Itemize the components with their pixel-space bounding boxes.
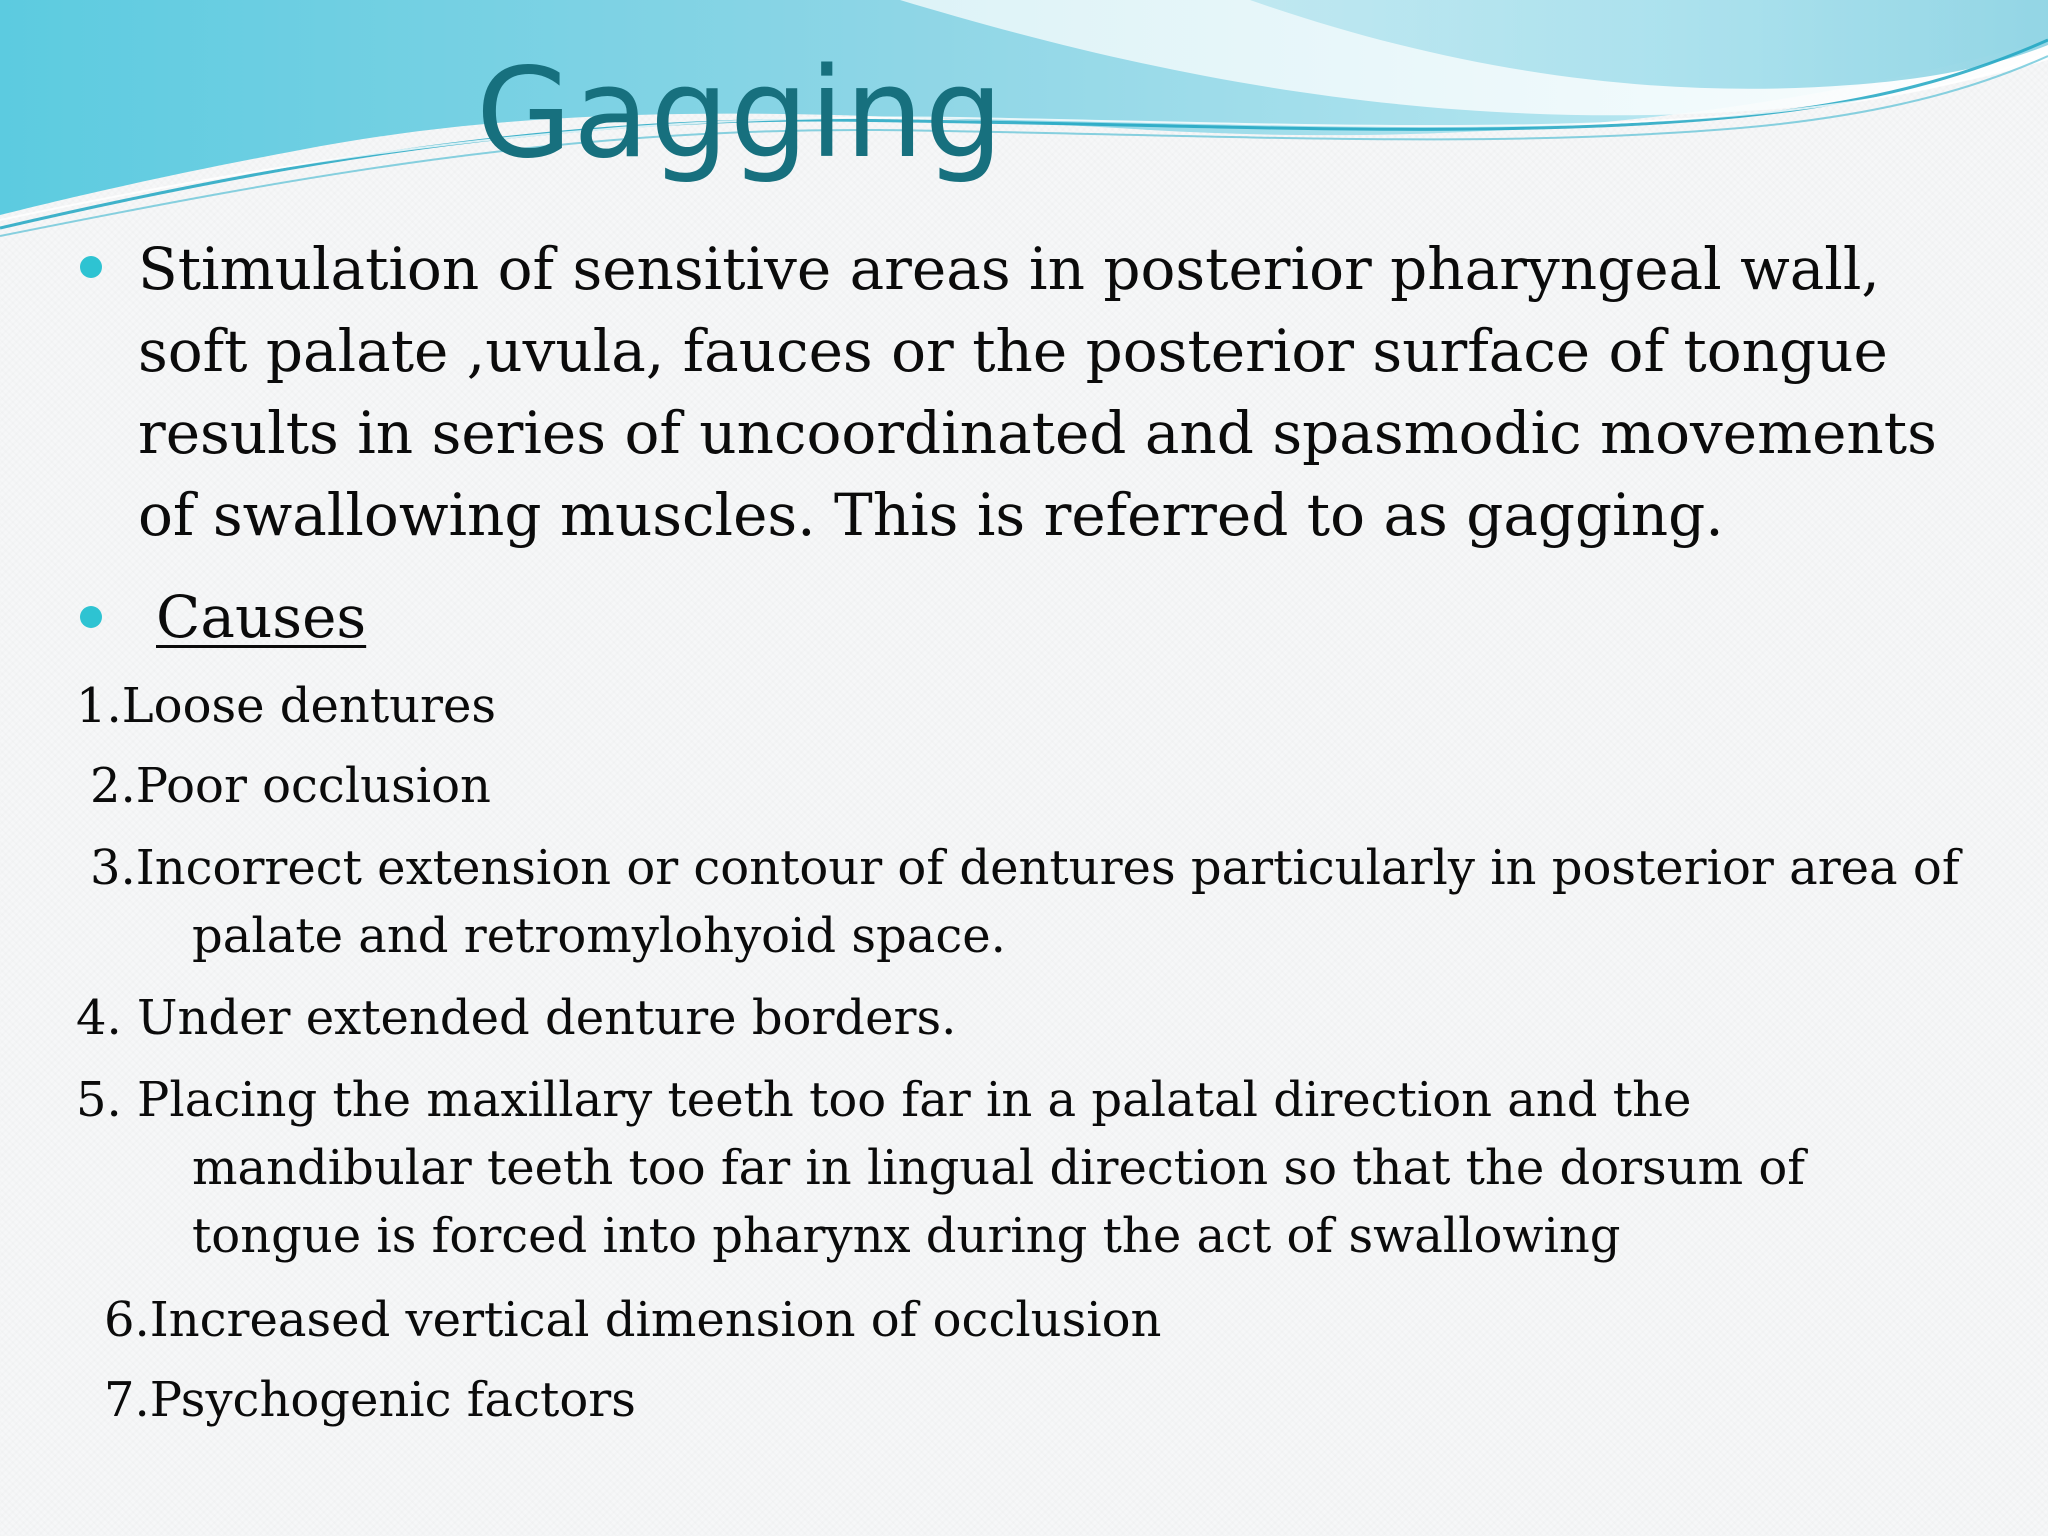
definition-paragraph — [138, 228, 2038, 556]
header-wave-decoration — [0, 0, 2048, 240]
cause-line: 7.Psychogenic factors — [104, 1372, 636, 1428]
cause-item — [90, 834, 1960, 970]
cause-line: palate and retromylohyoid space. — [192, 908, 1006, 964]
bullet-definition — [80, 226, 102, 278]
cause-item — [90, 752, 491, 820]
cause-line: tongue is forced into pharynx during the act of swallowing — [192, 1208, 1621, 1264]
cause-line: 1.Loose dentures — [76, 678, 496, 734]
bullet-dot-icon — [80, 606, 102, 628]
definition-line: soft palate ,uvula, fauces or the posterior surface of tongue — [138, 317, 1888, 385]
cause-line: 3.Incorrect extension or contour of dentures particularly in posterior area of — [90, 840, 1960, 896]
cause-item — [76, 1066, 1805, 1270]
definition-line: of swallowing muscles. This is referred to as gagging. — [138, 481, 1724, 549]
cause-item — [76, 672, 496, 740]
definition-line: Stimulation of sensitive areas in posterior pharyngeal wall, — [138, 235, 1880, 303]
slide-title: Gagging — [476, 42, 1005, 186]
definition-line: results in series of uncoordinated and spasmodic movements — [138, 399, 1937, 467]
cause-line: 2.Poor occlusion — [90, 758, 491, 814]
cause-line: 4. Under extended denture borders. — [76, 990, 957, 1046]
cause-item — [104, 1366, 636, 1434]
cause-item — [104, 1286, 1161, 1354]
bullet-causes — [80, 588, 102, 628]
cause-line: 5. Placing the maxillary teeth too far in a palatal direction and the — [76, 1072, 1692, 1128]
cause-line: 6.Increased vertical dimension of occlusion — [104, 1292, 1162, 1348]
cause-item — [76, 984, 956, 1052]
causes-heading: Causes — [156, 583, 367, 651]
bullet-dot-icon — [80, 256, 102, 278]
cause-line: mandibular teeth too far in lingual direction so that the dorsum of — [192, 1140, 1806, 1196]
